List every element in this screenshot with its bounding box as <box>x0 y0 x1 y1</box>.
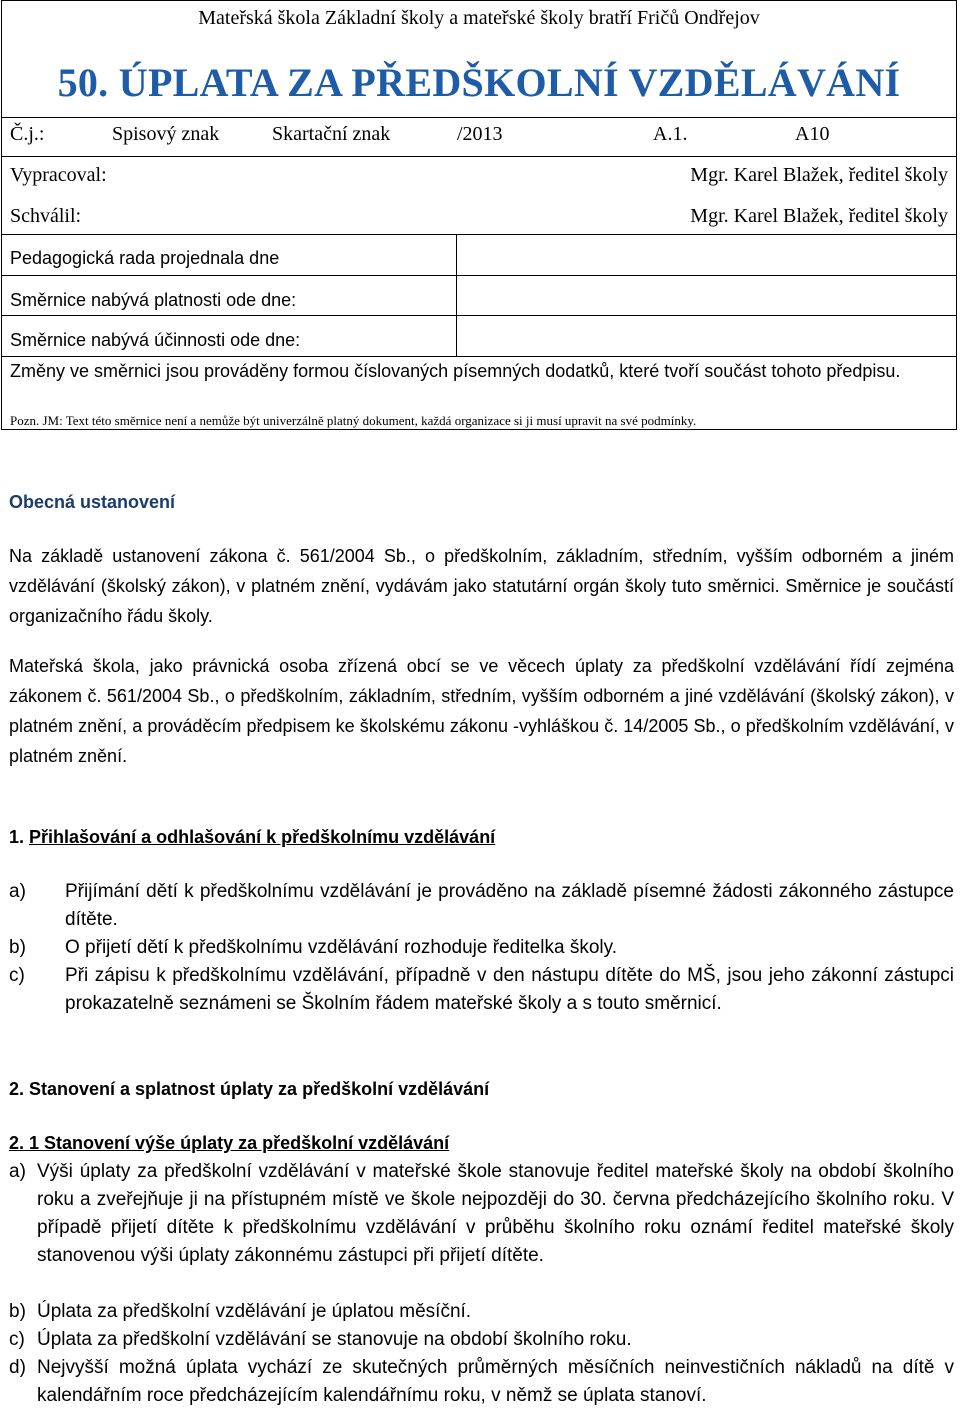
section1-number: 1. <box>9 827 25 847</box>
list-item <box>9 878 954 934</box>
document-header-table <box>1 0 957 430</box>
spisovy-znak: Spisový znak <box>112 123 220 145</box>
list-marker: a) <box>9 1161 26 1182</box>
list-item <box>9 1326 954 1354</box>
list-text: Nejvyšší možná úplata vychází ze skutečných průměrných měsíčních neinvestičních nákladů na dítě v kalendářním roce předcházejícím kalendářnímu roku, v němž se úplata stanoví. <box>37 1357 954 1406</box>
list-text: Úplata za předškolní vzdělávání se stanovuje na období školního roku. <box>37 1329 632 1350</box>
list-text: Přijímání dětí k předškolnímu vzdělávání je prováděno na základě písemné žádosti zákonného zástupce dítěte. <box>65 881 954 930</box>
list-marker: b) <box>9 1301 26 1322</box>
list-item <box>9 934 954 962</box>
divider <box>2 234 956 235</box>
list-item <box>9 1298 954 1326</box>
list-marker: b) <box>9 937 26 958</box>
column-divider <box>456 234 457 357</box>
list-marker: a) <box>9 881 26 902</box>
divider <box>2 156 956 157</box>
ped-rada-label: Pedagogická rada projednala dne <box>10 248 280 268</box>
ucinnost-label: Směrnice nabývá účinnosti ode dne: <box>10 330 301 350</box>
list-marker: c) <box>9 1329 25 1350</box>
vypracoval-label: Vypracoval: <box>10 164 107 186</box>
year: /2013 <box>457 123 503 145</box>
school-name: Mateřská škola Základní školy a mateřské školy bratří Fričů Ondřejov <box>198 7 760 29</box>
general-paragraph-1: Na základě ustanovení zákona č. 561/2004 Sb., o předškolním, základním, středním, vyšším odborném a jiném vzdělávání (školský zákon), v platném znění, vydávám jako statutární orgán školy tuto směrnici. Směrnice je součástí organizačního řádu školy. <box>9 546 954 626</box>
general-paragraph-2: Mateřská škola, jako právnická osoba zřízená obcí se ve věcech úplaty za předškolní vzdělávání řídí zejména zákonem č. 561/2004 Sb., o předškolním, základním, středním, vyšším odborném a jiné vzdělávání (školský zákon), v platném znění, a prováděcím předpisem ke školskému zákonu -vyhláškou č. 14/2005 Sb., o předškolním vzdělávání, v platném znění. <box>9 656 954 766</box>
vypracoval-value: Mgr. Karel Blažek, ředitel školy <box>690 164 948 186</box>
document-title: 50. ÚPLATA ZA PŘEDŠKOLNÍ VZDĚLÁVÁNÍ <box>57 60 901 105</box>
skartacni-znak: Skartační znak <box>272 123 391 145</box>
a10-code: A10 <box>795 123 830 145</box>
schvalil-value: Mgr. Karel Blažek, ředitel školy <box>690 205 948 227</box>
divider <box>2 117 956 118</box>
list-text: O přijetí dětí k předškolnímu vzdělávání rozhoduje ředitelka školy. <box>65 937 617 958</box>
divider <box>2 315 956 316</box>
list-item <box>9 1158 954 1270</box>
list-marker: c) <box>9 965 25 986</box>
general-heading: Obecná ustanovení <box>9 492 176 512</box>
divider <box>2 356 956 357</box>
schvalil-label: Schválil: <box>10 205 82 227</box>
changes-note: Změny ve směrnici jsou prováděny formou číslovaných písemných dodatků, které tvoří součást tohoto předpisu. <box>10 361 901 381</box>
section1-heading <box>9 822 954 852</box>
section1-title: Přihlašování a odhlašování k předškolnímu vzdělávání <box>29 827 496 847</box>
section2-subheading: 2. 1 Stanovení výše úplaty za předškolní vzdělávání <box>9 1133 450 1153</box>
cj-label: Č.j.: <box>10 123 45 145</box>
list-text: Výši úplaty za předškolní vzdělávání v mateřské škole stanovuje ředitel mateřské školy na období školního roku a zveřejňuje ji na přístupném místě ve škole nejpozději do 30. června předcházejícího školního roku. V případě přijetí dítěte k předškolnímu vzdělávání v průběhu školního roku oznámí ředitel mateřské školy stanovenou výši úplaty zákonnému zástupci při přijetí dítěte. <box>37 1161 954 1266</box>
pozn-note: Pozn. JM: Text této směrnice není a nemůže být univerzálně platný dokument, každá organizace si ji musí upravit na své podmínky. <box>10 413 697 428</box>
list-marker: d) <box>9 1357 26 1378</box>
divider <box>2 275 956 276</box>
list-item <box>9 1354 954 1410</box>
platnost-label: Směrnice nabývá platnosti ode dne: <box>10 290 297 310</box>
a1-code: A.1. <box>653 123 688 145</box>
section2-heading: 2. Stanovení a splatnost úplaty za předškolní vzdělávání <box>9 1079 490 1099</box>
list-text: Při zápisu k předškolnímu vzdělávání, případně v den nástupu dítěte do MŠ, jsou jeho zákonní zástupci prokazatelně seznámeni se Školním řádem mateřské školy a s touto směrnicí. <box>65 965 954 1014</box>
list-text: Úplata za předškolní vzdělávání je úplatou měsíční. <box>37 1301 472 1322</box>
list-item <box>9 962 954 1018</box>
